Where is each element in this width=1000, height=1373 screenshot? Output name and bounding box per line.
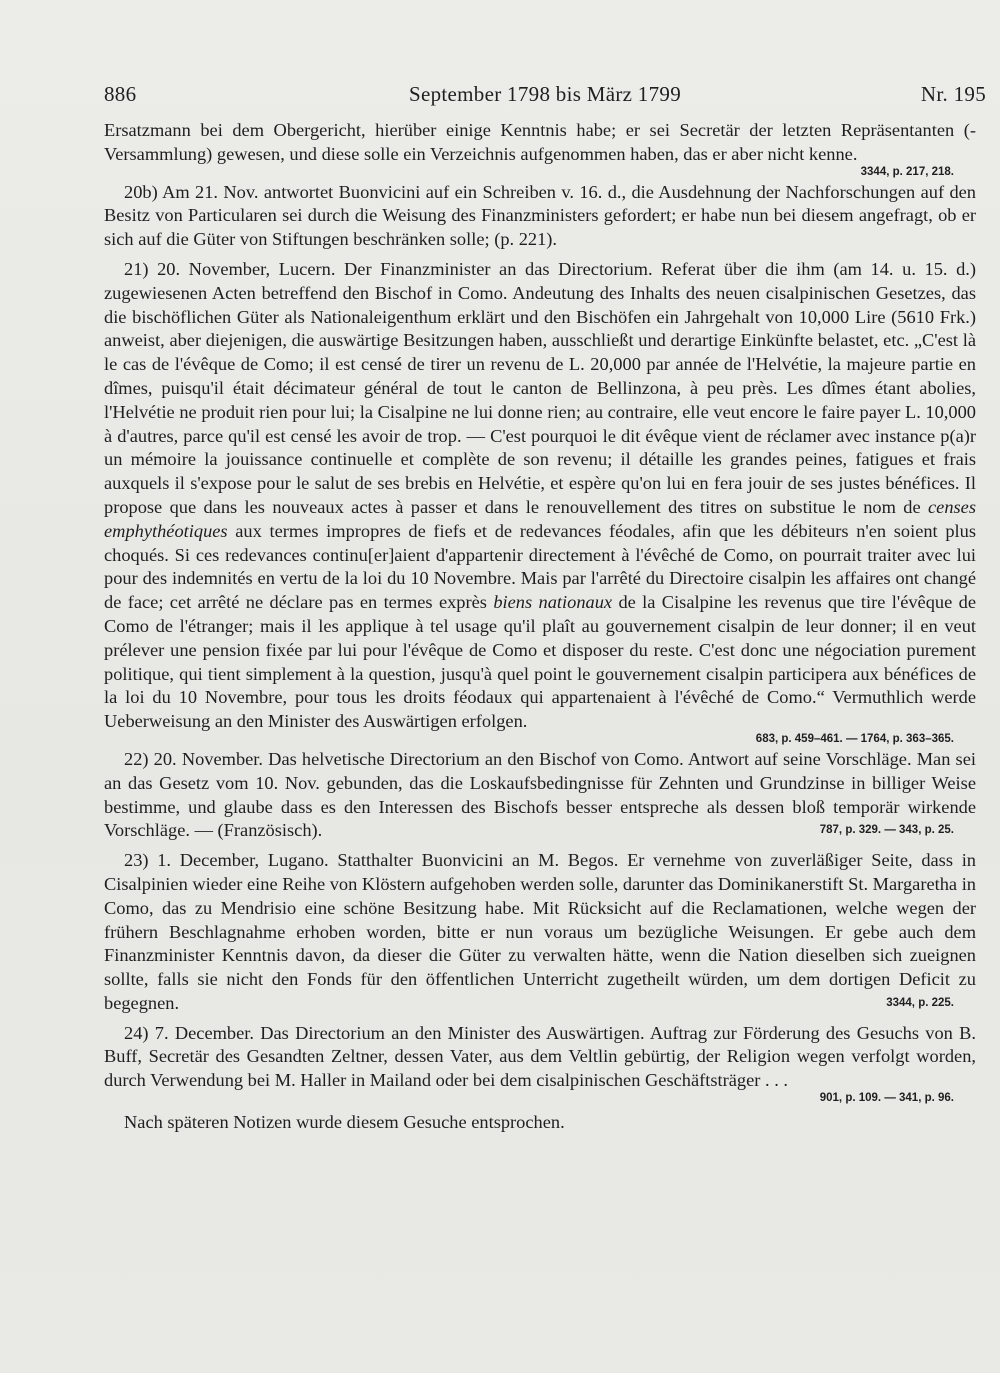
entry-23 xyxy=(104,849,976,1016)
entry-21-italic-2: biens nationaux xyxy=(493,592,613,613)
source-reference-23: 3344, p. 225. xyxy=(886,996,954,1009)
source-reference-24: 901, p. 109. — 341, p. 96. xyxy=(819,1092,954,1105)
entry-21-text-c: de la Cisalpine les revenus que tire l'évêque de Como de l'étranger; mais il les applique à tel usage qu'il plaît au gouvernement cisalpin de leur donner; il en veut prélever une pension fixée par lui pour l'évêque de Como et disposer du reste. C'est donc une négociation purement politique, qui tient simplement à la question, jusqu'à quel point le gouvernement cisalpin participera aux bénéfices de la loi du 10 Novembre, pour tous les droits féodaux qui appartenaient à l'évêché de Como.“ Vermuthlich werde Ueberweisung an den Minister des Auswärtigen erfolgen. xyxy=(104,592,976,732)
source-reference-22: 787, p. 329. — 343, p. 25. xyxy=(819,824,954,837)
entry-20-continuation xyxy=(104,119,976,167)
page-body xyxy=(104,119,976,1135)
entry-20b xyxy=(104,181,976,252)
document-number: Nr. 195 xyxy=(920,82,986,106)
page-number: 886 xyxy=(104,82,137,106)
source-reference-21: 683, p. 459–461. — 1764, p. 363–365. xyxy=(755,732,954,745)
entry-20-continuation-text: Ersatzmann bei dem Obergericht, hierüber einige Kenntnis habe; er sei Secretär der letzten Repräsentanten (-Versammlung) gewesen, und diese solle ein Verzeichnis aufgenommen haben, das er aber nicht kenne. xyxy=(104,120,976,164)
entry-21-italic-1: censes emphythéotiques xyxy=(104,496,976,541)
entry-23-text: 23) 1. December, Lugano. Statthalter Buonvicini an M. Begos. Er vernehme von zuverläßiger Seite, dass in Cisalpinien wieder eine Reihe von Klöstern aufgehoben werden solle, darunter das Dominikanerstift St. Margaretha in Como, das zu Mendrisio eine schöne Besitzung habe. Mit Rücksicht auf die Reclamationen, welche wegen der frühern Beschlagnahme erhoben worden, bitte er nun voraus um bezügliche Weisungen. Er gebe auch dem Finanzminister Kenntnis davon, da dieser die Güter zu verwalten hätte, wenn die Nation dieselben sich zueignen sollte, falls sie nicht den Fonds für den öffentlichen Unterricht zugetheilt würden, um dem dortigen Deficit zu begegnen. xyxy=(104,850,976,1013)
entry-21-text-b: aux termes impropres de fiefs et de redevances féodales, afin que les débiteurs n'en soient plus choqués. Si ces redevances continu[er]aient d'appartenir directement à l'évêché de Como, on pourrait traiter avec lui pour des indemnités en vertu de la loi du 10 Novembre. Mais par l'arrêté du Directoire cisalpin les affaires ont changé de face; cet arrêté ne déclare pas en termes exprès xyxy=(104,520,976,613)
entry-22-text: 22) 20. November. Das helvetische Directorium an den Bischof von Como. Antwort auf seine Vorschläge. Man sei an das Gesetz vom 10. Nov. gebunden, das die Loskaufsbedingnisse für Zehnten und Grundzinse in billiger Weise bestimme, und glaube dass es den Interessen des Bischofs besser entspreche als dessen bloß temporär wirkende Vorschläge. — (Französisch). xyxy=(104,748,976,841)
entry-22 xyxy=(104,748,976,843)
entry-21-text-a: 21) 20. November, Lucern. Der Finanzminister an das Directorium. Referat über die ihm (am 14. u. 15. d.) zugewiesenen Acten betreffend den Bischof in Como. Andeutung des Inhalts des neuen cisalpinischen Gesetzes, das die bischöflichen Güter als Nationaleigenthum erklärt und den Bischöfen ein Jahrgehalt von 10,000 Lire (5610 Frk.) anweist, aber diejenigen, die auswärtige Besitzungen haben, ausschließt und derartige Einkünfte belastet, etc. „C'est là le cas de l'évêque de Como; il est censé de tirer un revenu de L. 20,000 par année de l'Helvétie, la majeure partie en dîmes, puisqu'il était décimateur général de tout le canton de Bellinzona, à peu près. Les dîmes étant abolies, l'Helvétie ne produit rien pour lui; la Cisalpine ne lui donne rien; au contraire, elle veut encore le faire payer L. 10,000 à d'autres, parce qu'il est censé les avoir de trop. — C'est pourquoi le dit évêque vient de réclamer avec instance p(a)r un mémoire la jouissance continuelle et complète de son revenu; il détaille les grandes peines, fatigues et frais auxquels il s'expose pour le salut de ses brebis en Helvétie, et espère qu'on lui en fera jouir de ses justes bénéfices. Il propose que dans les nouveaux actes à passer et dans le renouvellement des titres on substitue le nom de xyxy=(104,258,976,517)
running-header xyxy=(104,82,986,110)
source-reference-20: 3344, p. 217, 218. xyxy=(860,165,954,178)
entry-24-closing-note xyxy=(104,1111,976,1135)
entry-24-text: 24) 7. December. Das Directorium an den Minister des Auswärtigen. Auftrag zur Förderung des Gesuchs von B. Buff, Secretär des Gesandten Zeltner, dessen Vater, aus dem Veltlin gebürtig, der Religion wegen verfolgt worden, durch Verwendung bei M. Haller in Mailand oder bei dem cisalpinischen Geschäftsträger . . . xyxy=(104,1022,976,1091)
entry-21 xyxy=(104,258,976,734)
entry-24 xyxy=(104,1022,976,1093)
entry-20b-text: 20b) Am 21. Nov. antwortet Buonvicini auf ein Schreiben v. 16. d., die Ausdehnung der Nachforschungen auf den Besitz von Particularen sei durch die Weisung des Finanzministers gefordert; er habe nun bei diesem angefragt, ob er sich auf die Güter von Stiftungen beschränken solle; (p. 221). xyxy=(104,181,976,250)
entry-24-closing-text: Nach späteren Notizen wurde diesem Gesuche entsprochen. xyxy=(124,1112,565,1133)
running-title: September 1798 bis März 1799 xyxy=(408,82,682,106)
